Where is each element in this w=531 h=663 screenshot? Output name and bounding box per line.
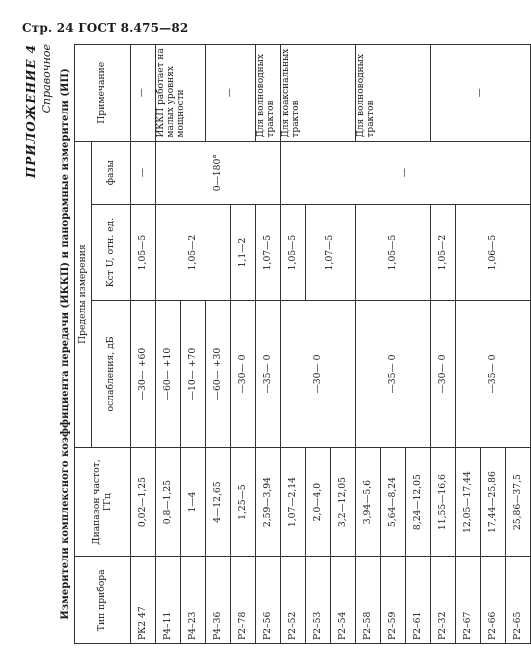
header-device-type: Тип прибора: [75, 557, 131, 644]
attenuation-cell: —35— 0: [256, 301, 281, 447]
device-type-cell: Р2–54: [331, 557, 356, 644]
frequency-range-cell: 3,2—12,05: [331, 447, 356, 557]
frequency-range-cell: 2,59—3,94: [256, 447, 281, 557]
device-type-cell: Р4–11: [156, 557, 181, 644]
note-cell: —: [131, 45, 156, 142]
attenuation-cell: —30— +60: [131, 301, 156, 447]
device-type-cell: Р2–78: [231, 557, 256, 644]
attenuation-cell: —10— +70: [181, 301, 206, 447]
table-row: [131, 45, 156, 644]
frequency-range-cell: 11,55—16,6: [431, 447, 456, 557]
header-measurement-limits: Пределы измерения: [75, 141, 92, 447]
kst-cell: 1,05—5: [356, 204, 431, 300]
header-kst: Kст U, отн. ед.: [92, 204, 131, 300]
frequency-range-cell: 4—12,65: [206, 447, 231, 557]
device-type-cell: Р2–65: [506, 557, 531, 644]
frequency-range-cell: 2,0—4,0: [306, 447, 331, 557]
attenuation-cell: —30— 0: [431, 301, 456, 447]
attenuation-cell: —30— 0: [231, 301, 256, 447]
frequency-range-cell: 3,94—5,6: [356, 447, 381, 557]
header-phase: фазы: [92, 141, 131, 204]
header-frequency-range: Диапазон частот, ГГц: [75, 447, 131, 557]
frequency-range-cell: 1,07—2,14: [281, 447, 306, 557]
kst-cell: 1,05—5: [131, 204, 156, 300]
header-attenuation: ослабления, дБ: [92, 301, 131, 447]
frequency-range-cell: 25,86—37,5: [506, 447, 531, 557]
device-type-cell: Р4–36: [206, 557, 231, 644]
kst-cell: 1,07—5: [256, 204, 281, 300]
appendix-title: ПРИЛОЖЕНИЕ 4: [24, 44, 38, 179]
table-caption: Измерители комплексного коэффициента передачи (ИККП) и панорамные измерители (ИП): [60, 68, 71, 620]
device-type-cell: Р2–67: [456, 557, 481, 644]
rotated-page-content: [22, 44, 523, 644]
device-type-cell: Р2–61: [406, 557, 431, 644]
page-header: Стр. 24 ГОСТ 8.475—82: [22, 21, 189, 35]
device-type-cell: Р2–56: [256, 557, 281, 644]
phase-cell: —: [281, 141, 531, 204]
device-type-cell: Р2–66: [481, 557, 506, 644]
frequency-range-cell: 1,25—5: [231, 447, 256, 557]
device-type-cell: Р2–53: [306, 557, 331, 644]
frequency-range-cell: 0,02—1,25: [131, 447, 156, 557]
device-type-cell: Р4–23: [181, 557, 206, 644]
kst-cell: 1,1—2: [231, 204, 256, 300]
phase-cell: —: [131, 141, 156, 204]
frequency-range-cell: 0,8—1,25: [156, 447, 181, 557]
note-cell: Для волноводных трактов: [356, 45, 431, 142]
note-cell: Для волноводных трактов: [256, 45, 281, 142]
table-row: [431, 45, 456, 644]
table-row: [356, 45, 381, 644]
device-type-cell: РК2 47: [131, 557, 156, 644]
frequency-range-cell: 17,44—25,86: [481, 447, 506, 557]
note-cell: Для коаксиальных трактов: [281, 45, 356, 142]
phase-cell: 0—180°: [156, 141, 281, 204]
attenuation-cell: —60— +30: [206, 301, 231, 447]
attenuation-cell: —60— +10: [156, 301, 181, 447]
kst-cell: 1,07—5: [306, 204, 356, 300]
note-cell: ИККП работает на малых уровнях мощности: [156, 45, 206, 142]
appendix-subtitle: Справочное: [40, 44, 53, 114]
kst-cell: 1,05—5: [281, 204, 306, 300]
kst-cell: 1,05—2: [156, 204, 231, 300]
note-cell: —: [206, 45, 256, 142]
kst-cell: 1,05—2: [431, 204, 456, 300]
device-type-cell: Р2–32: [431, 557, 456, 644]
header-note: Примечание: [75, 45, 131, 142]
table-row: [206, 45, 231, 644]
frequency-range-cell: 8,24—12,05: [406, 447, 431, 557]
device-type-cell: Р2–59: [381, 557, 406, 644]
measuring-instruments-table: [74, 44, 531, 644]
attenuation-cell: —35— 0: [456, 301, 531, 447]
device-type-cell: Р2–58: [356, 557, 381, 644]
attenuation-cell: —30— 0: [281, 301, 356, 447]
table-row: [256, 45, 281, 644]
device-type-cell: Р2–52: [281, 557, 306, 644]
frequency-range-cell: 12,05—17,44: [456, 447, 481, 557]
table-row: [156, 45, 181, 644]
note-cell: —: [431, 45, 531, 142]
frequency-range-cell: 1—4: [181, 447, 206, 557]
kst-cell: 1,06—5: [456, 204, 531, 300]
table-row: [281, 45, 306, 644]
attenuation-cell: —35— 0: [356, 301, 431, 447]
frequency-range-cell: 5,64—8,24: [381, 447, 406, 557]
